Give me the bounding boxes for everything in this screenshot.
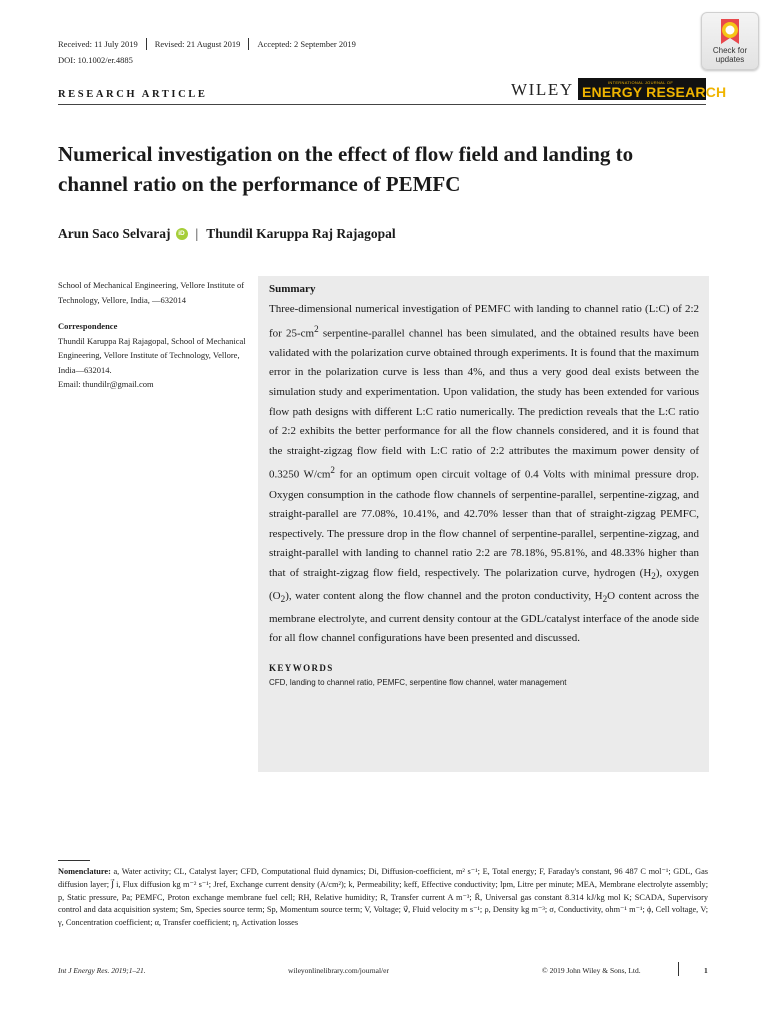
footer-divider — [678, 962, 679, 976]
doi: DOI: 10.1002/er.4885 — [58, 55, 133, 65]
journal-url-link[interactable]: wileyonlinelibrary.com/journal/er — [288, 966, 389, 975]
date-divider — [248, 38, 249, 50]
correspondence-text: Thundil Karuppa Raj Rajagopal, School of Mechanical Engineering, Vellore Institute of Technology, Vellore, India—632014. — [58, 335, 246, 375]
author-separator: | — [195, 226, 199, 241]
summary-text-part: ), water content along the flow channel and the proton conductivity, H — [285, 589, 603, 602]
author-list — [58, 226, 396, 242]
nomenclature-label: Nomenclature: — [58, 867, 111, 876]
summary-box — [258, 276, 709, 772]
journal-logo-small-text: INTERNATIONAL JOURNAL OF — [608, 80, 674, 85]
footnote-rule — [58, 860, 90, 861]
nomenclature-text: a, Water activity; CL, Catalyst layer; CFD, Computational fluid dynamics; Di, Diffusion-coefficient, m² s⁻¹; E, Total energy; F, Faraday's constant, 96 487 C mol⁻¹; GDL, Gas diffusion layer; J⃗ i, Flux diffusion kg m⁻² s⁻¹; Jref, Exchange current density (A/cm²); k, Permeability; keff, Effective conductivity; lpm, Litre per minute; MEA, Membrane electrolyte assembly; p, Static pressure, Pa; PEMFC, Proton exchange membrane fuel cell; RH, Relative humidity; R, Transfer current A m⁻³; R̄, Universal gas constant 8.314 kJ/kg mol K; SCADA, Supervisory control and data acquisition system; Sm, Species source term; Sp, Momentum source term; V, Voltage; v⃗, Fluid velocity m s⁻¹; ρ, Density kg m⁻³; σ, Conductivity, ohm⁻¹ m⁻¹; ϕ, Cell voltage, V; γ, Concentration coefficient; α, Transfer coefficient; η, Activation losses — [58, 867, 708, 928]
superscript: 2 — [330, 465, 335, 476]
copyright: © 2019 John Wiley & Sons, Ltd. — [542, 966, 641, 975]
journal-citation: Int J Energy Res. 2019;1–21. — [58, 966, 146, 975]
check-for-updates-button[interactable] — [701, 12, 759, 70]
summary-text-part: O content across the membrane electrolyte, and current density contour at the GDL/catalyst interface of the anode side for all flow channel configurations have been presented and discussed. — [269, 589, 699, 645]
article-title: Numerical investigation on the effect of flow field and landing to channel ratio on the performance of PEMFC — [58, 142, 634, 196]
orcid-icon[interactable]: iD — [176, 228, 188, 240]
correspondence-email: Email: thundilr@gmail.com — [58, 379, 154, 389]
superscript: 2 — [314, 323, 319, 334]
author-name: Arun Saco Selvaraj — [58, 226, 171, 241]
summary-text-part: serpentine-parallel channel has been simulated, and the obtained results have been validated with the polarization curve obtained through experiments. It is found that the maximum error in the polarization curve is less than 4%, and thus a very good deal exists between the simulation study and experimentation. Upon validation, the study has been extended for various flow path designs with different L:C ratio numerically. The prediction reveals that the L:C ratio of 2:2 exhibits the better performance for all the flow channels considered, and it is found that the straight-zigzag flow field with L:C ratio of 2:2 attributes the maximum power density of 0.3250 W/cm — [269, 327, 699, 482]
summary-text-part: for an optimum open circuit voltage of 0.4 Volts with minimal pressure drop. Oxygen consumption in the cathode flow channels of serpentine-parallel, serpentine-zigzag, and straight-parallel are 77.08%, 10.41%, and 42.70% lesser than that of straight-zigzag PEMFC, respectively. The pressure drop in the flow channel of serpentine-parallel, serpentine-zigzag, and straight-parallel with landing to channel ratio 2:2 are 78.18%, 95.81%, and 48.33% higher than that of straight-zigzag flow field, respectively. The polarization curve, hydrogen (H — [269, 469, 699, 580]
updates-label: updates — [715, 54, 745, 64]
nomenclature — [58, 866, 708, 930]
received-date: Received: 11 July 2019 — [58, 39, 138, 49]
date-divider — [146, 38, 147, 50]
section-label: RESEARCH ARTICLE — [58, 89, 208, 100]
summary-text-part: Three-dimensional numerical investigation of PEMFC with landing to channel ratio (L:C) of 2:2 for 25-cm — [269, 303, 699, 340]
summary-text-part: ), oxygen (O — [269, 567, 699, 602]
journal-logo — [578, 78, 727, 100]
publisher-logo: WILEY — [511, 80, 574, 99]
keywords-list: CFD, landing to channel ratio, PEMFC, serpentine flow channel, water management — [269, 677, 567, 687]
subscript: 2 — [602, 594, 608, 604]
check-for-label: Check for — [712, 46, 748, 55]
article-dates — [58, 38, 356, 50]
header-rule — [58, 104, 706, 105]
subscript: 2 — [280, 594, 286, 604]
crossmark-icon — [717, 17, 743, 47]
keywords-heading: KEYWORDS — [269, 662, 334, 673]
affiliation-column — [58, 278, 248, 392]
page-number: 1 — [704, 966, 708, 975]
affiliation: School of Mechanical Engineering, Vellore Institute of Technology, Vellore, India, —632014 — [58, 280, 245, 305]
journal-logo-title: ENERGY RESEARCH — [582, 84, 727, 100]
subscript: 2 — [651, 571, 656, 582]
summary-heading: Summary — [269, 283, 316, 295]
accepted-date: Accepted: 2 September 2019 — [257, 39, 356, 49]
correspondence-heading: Correspondence — [58, 321, 118, 331]
author-name: Thundil Karuppa Raj Rajagopal — [206, 226, 396, 241]
summary-text — [269, 300, 699, 649]
revised-date: Revised: 21 August 2019 — [154, 39, 241, 49]
